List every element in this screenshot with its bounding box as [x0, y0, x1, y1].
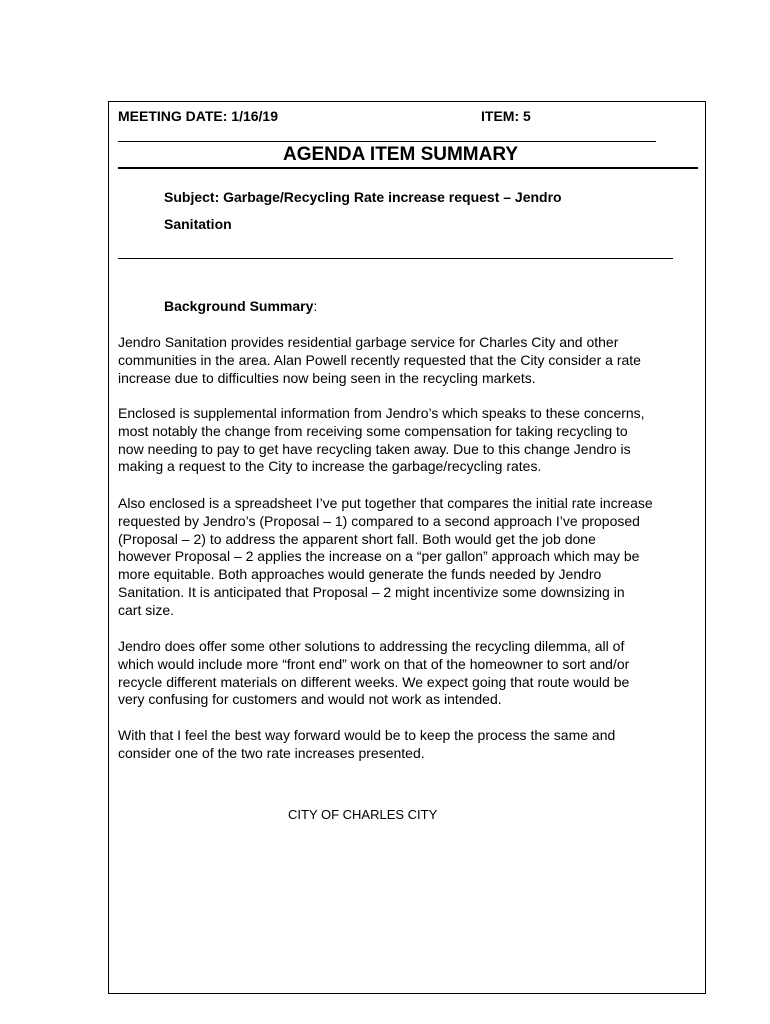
paragraph-4 — [118, 638, 708, 709]
title-underline — [118, 167, 698, 169]
subject-line-1: Subject: Garbage/Recycling Rate increase request – Jendro — [164, 189, 562, 205]
paragraph-line: recycle different materials on different weeks. We expect going that route would be — [118, 673, 630, 690]
paragraph-line: however Proposal – 2 applies the increase on a “per gallon” approach which may be — [118, 548, 640, 565]
organization-name: CITY OF CHARLES CITY — [288, 807, 438, 822]
paragraph-line: cart size. — [118, 601, 175, 618]
background-summary-label — [164, 298, 317, 314]
paragraph-line: very confusing for customers and would not work as intended. — [118, 691, 502, 708]
paragraph-line: now needing to pay to get have recycling taken away. Due to this change Jendro is — [118, 440, 631, 457]
paragraph-line: most notably the change from receiving some compensation for taking recycling to — [118, 422, 628, 439]
paragraph-5 — [118, 727, 708, 763]
paragraph-line: Jendro Sanitation provides residential garbage service for Charles City and other — [118, 334, 619, 350]
item-number: ITEM: 5 — [481, 108, 531, 124]
header-divider — [118, 141, 656, 142]
paragraph-line: increase due to difficulties now being seen in the recycling markets. — [118, 369, 536, 386]
paragraph-line: communities in the area. Alan Powell recently requested that the City consider a rate — [118, 351, 641, 368]
paragraph-line: requested by Jendro’s (Proposal – 1) compared to a second approach I’ve proposed — [118, 512, 640, 529]
background-summary-colon: : — [313, 298, 318, 314]
paragraph-line: which would include more “front end” work on that of the homeowner to sort and/or — [118, 655, 630, 672]
page-title: AGENDA ITEM SUMMARY — [283, 144, 519, 165]
paragraph-line: (Proposal – 2) to address the apparent short fall. Both would get the job done — [118, 530, 596, 547]
paragraph-line: Also enclosed is a spreadsheet I’ve put together that compares the initial rate increase — [118, 495, 653, 511]
paragraph-3 — [118, 495, 708, 620]
paragraph-line: Enclosed is supplemental information from Jendro’s which speaks to these concerns, — [118, 405, 645, 421]
meeting-date: MEETING DATE: 1/16/19 — [118, 108, 279, 124]
paragraph-line: Jendro does offer some other solutions to addressing the recycling dilemma, all of — [118, 638, 625, 654]
subject-divider — [118, 258, 673, 259]
paragraph-1 — [118, 334, 708, 387]
paragraph-line: Sanitation. It is anticipated that Proposal – 2 might incentivize some downsizing in — [118, 583, 625, 600]
paragraph-2 — [118, 405, 708, 476]
paragraph-line: With that I feel the best way forward would be to keep the process the same and — [118, 727, 616, 743]
subject-line-2: Sanitation — [164, 216, 232, 232]
paragraph-line: consider one of the two rate increases presented. — [118, 744, 425, 761]
background-summary-label-text: Background Summary — [164, 298, 314, 314]
paragraph-line: more equitable. Both approaches would generate the funds needed by Jendro — [118, 566, 602, 583]
paragraph-line: making a request to the City to increase the garbage/recycling rates. — [118, 458, 542, 475]
